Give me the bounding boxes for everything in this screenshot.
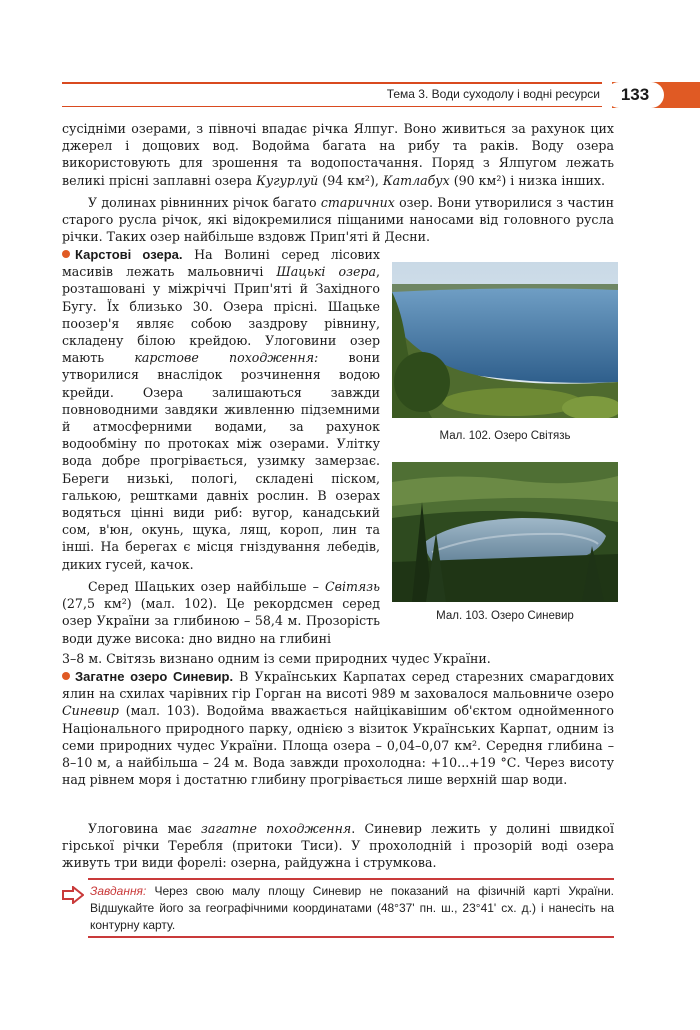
text-span: , розташовані у міжріччі Прип'яті й Західного Бугу. Їх близько 30. Озера прісні. Шацьке поозер'я являє собою заздрову рівнину, складену білою крейдою. Улоговини озер мають	[62, 264, 380, 366]
text-span: сусідніми озерами, з півночі впадає річка Ялпуг. Воно живиться за рахунок цих джерел і дощових вод. Водойма багата на рибу та раків. Воду озера використовують для зрошення та водопостачання. Поряд з Ялпугом лежать великі прісні заплавні озера	[62, 121, 614, 188]
section-heading-synevyr: Загатне озеро Синевир.	[75, 669, 234, 684]
photo-lake-synevyr	[392, 462, 618, 602]
paragraph-synevyr	[62, 668, 614, 788]
text-span: Улоговина має	[88, 821, 202, 836]
svitiaz-image	[392, 262, 618, 418]
text-span: озер. Вони утворилися з частин старого русла річок, які відокремилися піщаними наносами від головного русла річки. Таких озер найбільше вздовж Прип'яті й Десни.	[62, 195, 614, 245]
lake-name-katlabukh: Катлабух	[382, 172, 450, 188]
task-bottom-rule	[88, 936, 614, 938]
paragraph-dammed-origin	[62, 820, 614, 872]
header-top-rule	[62, 82, 602, 84]
task-text	[90, 883, 614, 934]
bullet-dot	[62, 672, 70, 680]
term-shatsk-lakes: Шацькі озера	[276, 264, 376, 280]
task-body: Через свою малу площу Синевир не показаний на фізичній карті України. Відшукайте його за географічними координатами (48°37' пн. ш., 23°41' сх. д.) і нанесіть на контурну карту.	[90, 884, 614, 932]
header-bottom-rule	[62, 106, 602, 107]
paragraph-yalpuh	[62, 120, 614, 189]
text-span: Серед Шацьких озер найбільше –	[88, 579, 325, 594]
page-header	[62, 82, 700, 108]
text-span: У долинах рівнинних річок багато	[88, 195, 321, 210]
term-karst-origin: карстове походження:	[134, 350, 319, 366]
page-number: 133	[606, 82, 664, 108]
caption-fig-103: Мал. 103. Озеро Синевир	[436, 610, 574, 622]
lake-name-synevyr: Синевир	[62, 703, 119, 719]
paragraph-svitiaz-end: 3–8 м. Світязь визнано одним із семи природних чудес України.	[62, 651, 491, 666]
text-span: (мал. 103). Водойма вважається найцікавішим об'єктом однойменного Національного природного парку, однією з візиток Українських Карпат, одним із семи природних чудес України. Площа озера – 0,04–0,07 км². Середня глибина – 8–10 м, а найбільша – 24 м. Вода завжди прохолодна: +10...+19 °С. Через висоту над рівнем моря і достатню глибину прогрівається лише верхній шар води.	[62, 703, 614, 788]
lake-name-kuhurlui: Кугурлуй	[256, 172, 319, 188]
text-span: (27,5 км²) (мал. 102). Це рекордсмен серед озер України за глибиною – 58,4 м. Прозорість води дуже висока: дно видно на глибині	[62, 596, 380, 646]
header-topic: Тема 3. Води суходолу і водні ресурси	[386, 87, 600, 101]
text-span: В Українських Карпатах серед старезних смарагдових ялин на схилах чарівних гір Горган на висоті 989 м заховалося мальовниче озеро	[62, 669, 614, 702]
paragraph-svitiaz	[62, 578, 380, 647]
text-span: На Волині серед лісових масивів лежать мальовничі	[62, 247, 380, 280]
text-span: вони утворилися внаслідок розчинення водою крейди. Озера залишаються завжди повноводними завдяки живленню підземними й атмосферними водами, за рахунок водообміну по протоках між озерами. Улітку вода добре прогрівається, узимку замерзає. Береги низькі, пологі, складені піском, галькою, рештками давніх рослин. В озерах водяться цінні види риб: вугор, канадський сом, в'юн, окунь, щука, лящ, короп, лин та інші. На берегах є місця гніздування лебедів, диких гусей, качок.	[62, 350, 380, 572]
task-label: Завдання:	[90, 884, 147, 898]
paragraph-oxbow-lakes	[62, 194, 614, 246]
caption-fig-102: Мал. 102. Озеро Світязь	[439, 430, 571, 442]
term-oxbow: старичних	[320, 195, 395, 210]
synevyr-image	[392, 462, 618, 602]
section-heading-karst: Карстові озера.	[75, 247, 183, 262]
bullet-dot	[62, 250, 70, 258]
text-span: (90 км²) і низка інших.	[449, 172, 605, 188]
text-span: (94 км²),	[318, 172, 383, 188]
paragraph-karst-lakes	[62, 246, 380, 573]
text-span: . Синевир лежить у долині швидкої гірської річки Теребля (притоки Тиси). У прохолодній і прозорій воді озера живуть три види форелі: озерна, райдужна і струмкова.	[62, 821, 614, 871]
arrow-right-icon	[62, 886, 84, 904]
task-top-rule	[88, 878, 614, 880]
photo-lake-svitiaz	[392, 262, 618, 418]
lake-name-svitiaz: Світязь	[325, 579, 380, 594]
term-dammed-origin: загатне походження	[201, 821, 352, 836]
task-box	[62, 878, 614, 938]
